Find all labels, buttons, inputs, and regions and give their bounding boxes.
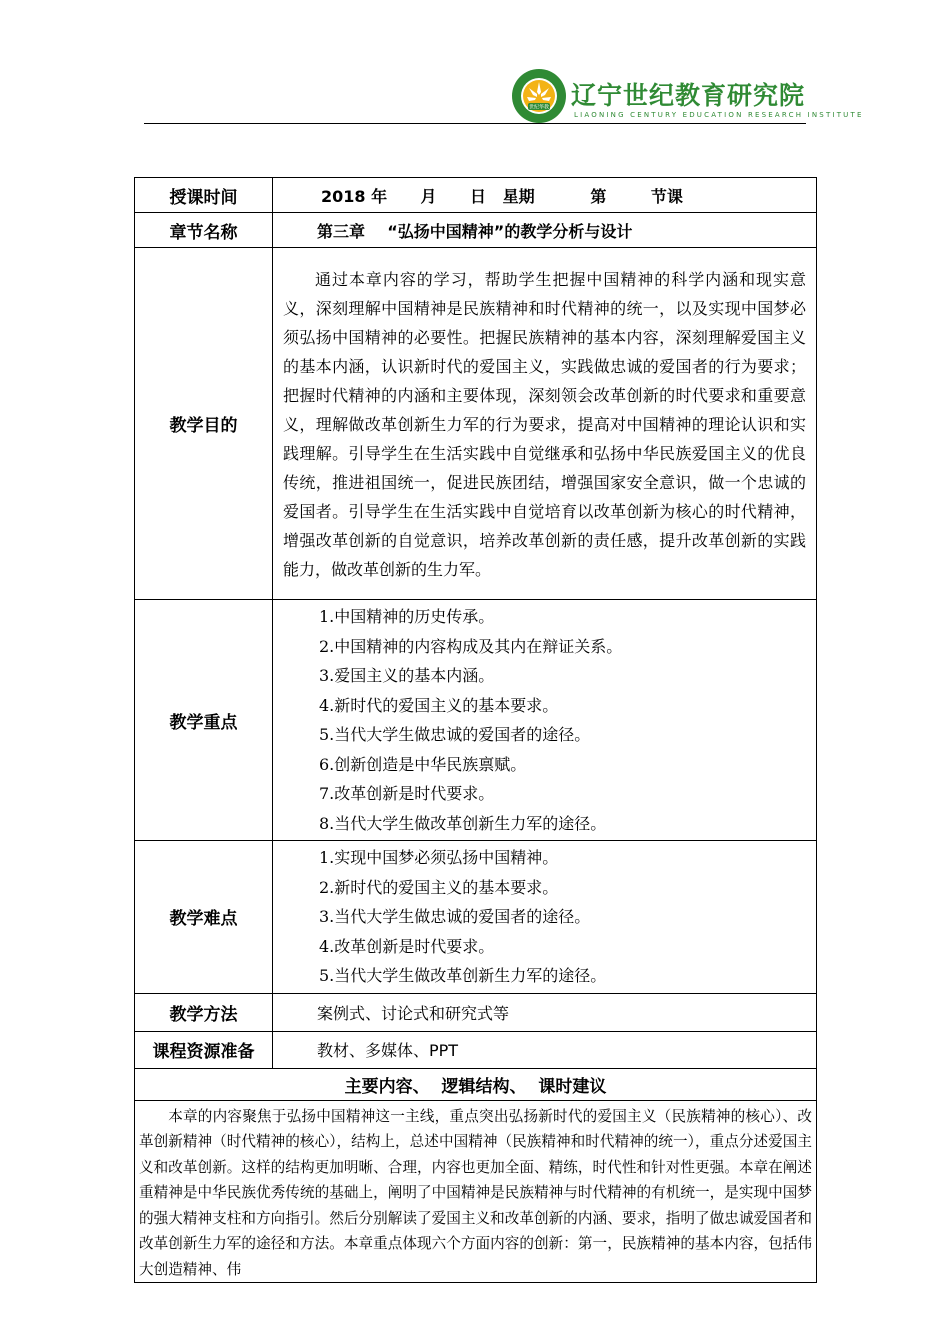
list-item: 4.新时代的爱国主义的基本要求。 (319, 695, 559, 715)
time-label: 授课时间 (135, 178, 273, 213)
list-item: 1.实现中国梦必须弘扬中国精神。 (319, 848, 559, 867)
header-divider (144, 123, 806, 124)
lesson-plan-table (134, 177, 817, 1283)
objective-text: 通过本章内容的学习，帮助学生把握中国精神的科学内涵和现实意义，深刻理解中国精神是民族精神和时代精神的统一，以及实现中国梦必须弘扬中国精神的必要性。把握民族精神的基本内容，深刻理解爱国主义的基本内涵，认识新时代的爱国主义，实践做忠诚的爱国者的行为要求；把握时代精神的内涵和主要体现，深刻领会改革创新的时代要求和重要意义，理解做改革创新生力军的行为要求，提高对中国精神的理论认识和实践理解。引导学生在生活实践中自觉继承和弘扬中华民族爱国主义的优良传统，推进祖国统一，促进民族团结，增强国家安全意识，做一个忠诚的爱国者。引导学生在生活实践中自觉培育以改革创新为核心的时代精神，增强改革创新的自觉意识，培养改革创新的责任感，提升改革创新的实践能力，做改革创新的生力军。 (273, 248, 817, 600)
list-item: 2.新时代的爱国主义的基本要求。 (319, 877, 559, 897)
list-item: 7.改革创新是时代要求。 (319, 784, 495, 803)
list-item: 3.爱国主义的基本内涵。 (319, 666, 495, 685)
row-key-points (135, 600, 817, 841)
resources-value: 教材、多媒体、PPT (273, 1031, 817, 1068)
difficult-points-label: 教学难点 (135, 841, 273, 994)
difficult-points-list (273, 841, 817, 994)
list-item: 5.当代大学生做改革创新生力军的途径。 (319, 966, 607, 985)
row-chapter (135, 213, 817, 248)
chapter-label: 章节名称 (135, 213, 273, 248)
resources-label: 课程资源准备 (135, 1031, 273, 1068)
list-item: 6.创新创造是中华民族禀赋。 (319, 754, 527, 774)
section-title: 主要内容、 逻辑结构、 课时建议 (135, 1068, 817, 1100)
row-time (135, 178, 817, 213)
list-item: 4.改革创新是时代要求。 (319, 936, 495, 956)
list-item: 1.中国精神的历史传承。 (319, 607, 495, 626)
key-points-label: 教学重点 (135, 600, 273, 841)
row-section-title (135, 1068, 817, 1100)
chapter-value: 第三章 “弘扬中国精神”的教学分析与设计 (273, 213, 817, 248)
svg-text:世纪华教: 世纪华教 (528, 104, 550, 111)
row-summary (135, 1100, 817, 1283)
objective-label: 教学目的 (135, 248, 273, 600)
list-item: 2.中国精神的内容构成及其内在辩证关系。 (319, 636, 623, 656)
institute-name-en: LIAONING CENTURY EDUCATION RESEARCH INSTITUTE (574, 111, 864, 119)
method-label: 教学方法 (135, 993, 273, 1031)
list-item: 8.当代大学生做改革创新生力军的途径。 (319, 813, 607, 833)
row-method (135, 993, 817, 1031)
list-item: 5.当代大学生做忠诚的爱国者的途径。 (319, 725, 591, 744)
row-resources (135, 1031, 817, 1068)
institute-name-cn: 辽宁世纪教育研究院 (571, 81, 806, 110)
row-objective (135, 248, 817, 600)
method-value: 案例式、讨论式和研究式等 (273, 993, 817, 1031)
page-header (0, 0, 950, 130)
institute-logo-icon (511, 68, 567, 124)
time-value: 2018 年 月 日 星期 第 节课 (273, 178, 817, 213)
row-difficult-points (135, 841, 817, 994)
summary-text: 本章的内容聚焦于弘扬中国精神这一主线，重点突出弘扬新时代的爱国主义（民族精神的核心）、改革创新精神（时代精神的核心），结构上，总述中国精神（民族精神和时代精神的统一），重点分述爱国主义和改革创新。这样的结构更加明晰、合理，内容也更加全面、精练，时代性和针对性更强。本章在阐述重精神是中华民族优秀传统的基础上，阐明了中国精神是民族精神与时代精神的有机统一，是实现中国梦的强大精神支柱和方向指引。然后分别解读了爱国主义和改革创新的内涵、要求，指明了做忠诚爱国者和改革创新生力军的途径和方法。本章重点体现六个方面内容的创新：第一，民族精神的基本内容，包括伟大创造精神、伟 (135, 1100, 817, 1283)
list-item: 3.当代大学生做忠诚的爱国者的途径。 (319, 907, 591, 926)
key-points-list (273, 600, 817, 841)
